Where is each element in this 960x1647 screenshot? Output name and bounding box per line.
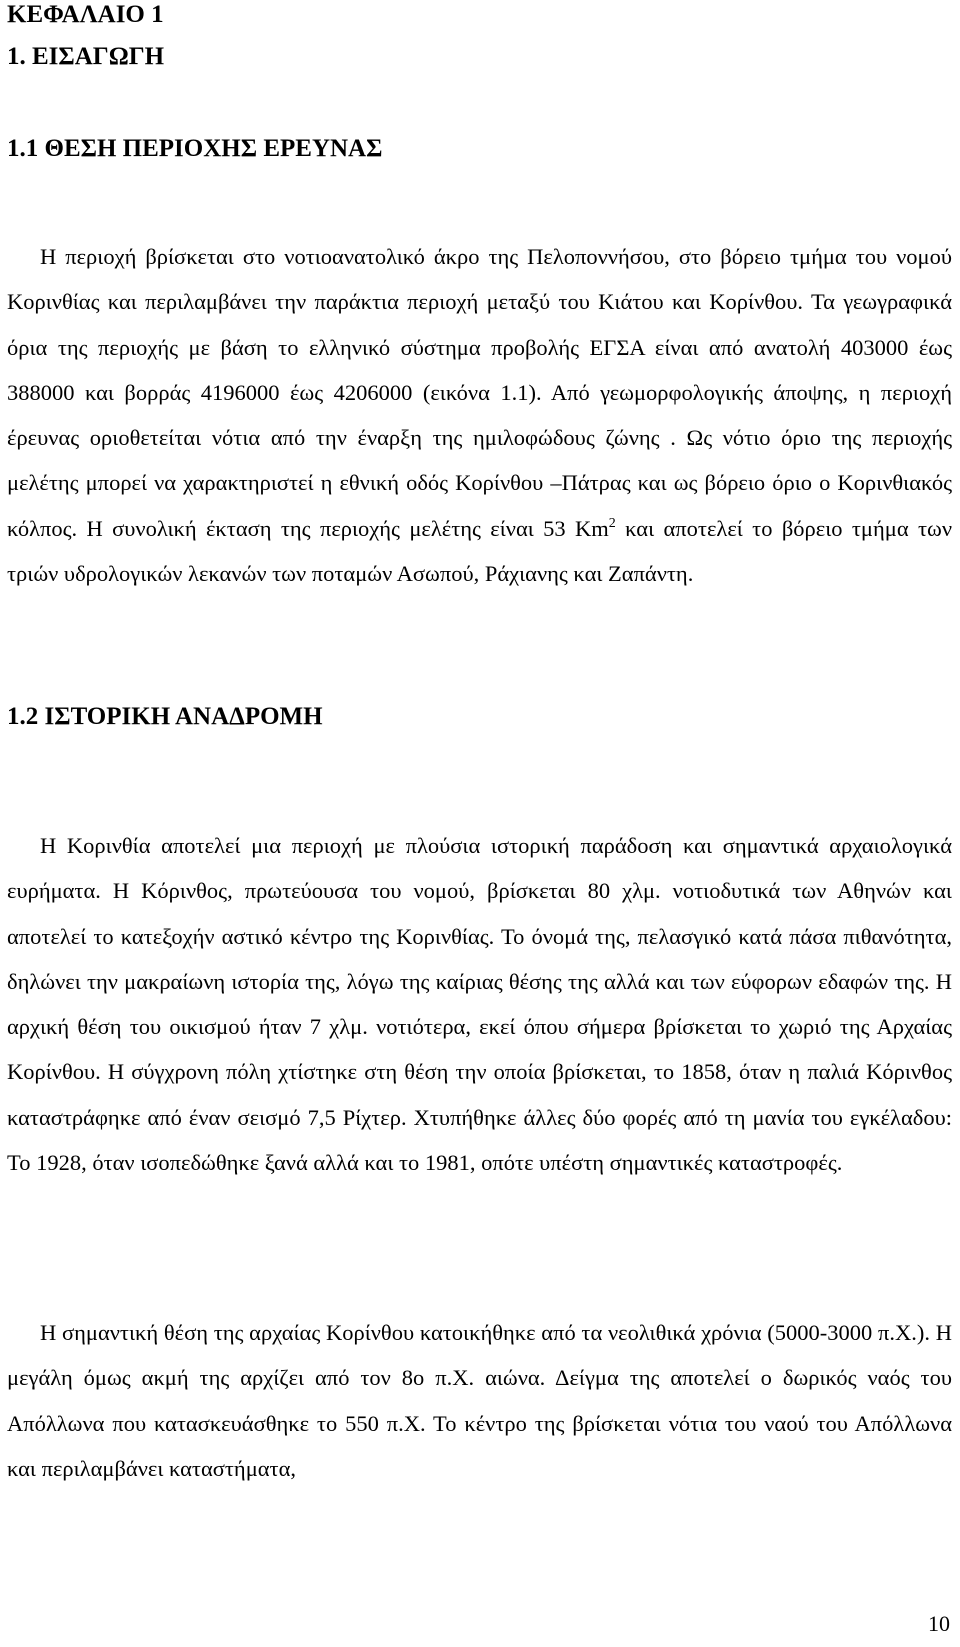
chapter-title: 1. ΕΙΣΑΓΩΓΗ bbox=[7, 43, 165, 70]
section-1-1-paragraph bbox=[7, 234, 952, 596]
section-heading-1-2: 1.2 ΙΣΤΟΡΙΚΗ ΑΝΑΔΡΟΜΗ bbox=[7, 703, 323, 730]
paragraph-text-continued: και αποτελεί το βόρειο τμήμα των τριών υδρολογικών λεκανών των ποταμών Ασωπού, Ράχιανης και Ζαπάντη. bbox=[7, 515, 953, 587]
section-1-2-paragraph-1: Η Κορινθία αποτελεί μια περιοχή με πλούσια ιστορική παράδοση και σημαντικά αρχαιολογικά ευρήματα. Η Κόρινθος, πρωτεύουσα του νομού, βρίσκεται 80 χλμ. νοτιοδυτικά των Αθηνών και αποτελεί το κατεξοχήν αστικό κέντρο της Κορινθίας. Το όνομά της, πελασγικό κατά πάσα πιθανότητα, δηλώνει την μακραίωνη ιστορία της, λόγω της καίριας θέσης της αλλά και των εύφορων εδαφών της. Η αρχική θέση του οικισμού ήταν 7 χλμ. νοτιότερα, εκεί όπου σήμερα βρίσκεται το χωριό της Αρχαίας Κορίνθου. Η σύγχρονη πόλη χτίστηκε στη θέση την οποία βρίσκεται, το 1858, όταν η παλιά Κόρινθος καταστράφηκε από έναν σεισμό 7,5 Ρίχτερ. Χτυπήθηκε άλλες δύο φορές από τη μανία του εγκέλαδου: Το 1928, όταν ισοπεδώθηκε ξανά αλλά και το 1981, οπότε υπέστη σημαντικές καταστροφές. bbox=[7, 833, 952, 1176]
page-number: 10 bbox=[928, 1611, 950, 1636]
chapter-label: ΚΕΦΑΛΑΙΟ 1 bbox=[7, 1, 164, 28]
paragraph-text: Η περιοχή βρίσκεται στο νοτιοανατολικό άκρο της Πελοποννήσου, στο βόρειο τμήμα του νομού Κορινθίας και περιλαμβάνει την παράκτια περιοχή μεταξύ του Κιάτου και Κορίνθου. Τα γεωγραφικά όρια της περιοχής με βάση το ελληνικό σύστημα προβολής ΕΓΣΑ είναι από ανατολή 403000 έως 388000 και βορράς 4196000 έως 4206000 (εικόνα 1.1). Από γεωμορφολογικής άποψης, η περιοχή έρευνας οριοθετείται νότια από την έναρξη της ημιλοφώδους ζώνης . Ως νότιο όριο της περιοχής μελέτης μπορεί να χαρακτηριστεί η εθνική οδός Κορίνθου –Πάτρας και ως βόρειο όριο ο Κορινθιακός κόλπος. Η συνολική έκταση της περιοχής μελέτης είναι 53 Km bbox=[7, 244, 952, 541]
section-heading-1-1: 1.1 ΘΕΣΗ ΠΕΡΙΟΧΗΣ ΕΡΕΥΝΑΣ bbox=[7, 135, 383, 162]
section-1-2-paragraph-2: Η σημαντική θέση της αρχαίας Κορίνθου κατοικήθηκε από τα νεολιθικά χρόνια (5000-3000 π.Χ.). Η μεγάλη όμως ακμή της αρχίζει από τον 8ο π.Χ. αιώνα. Δείγμα της αποτελεί ο δωρικός ναός του Απόλλωνα που κατασκευάσθηκε το 550 π.Χ. Το κέντρο της βρίσκεται νότια του ναού του Απόλλωνα και περιλαμβάνει καταστήματα, bbox=[7, 1320, 952, 1481]
superscript-exponent: 2 bbox=[608, 515, 616, 531]
